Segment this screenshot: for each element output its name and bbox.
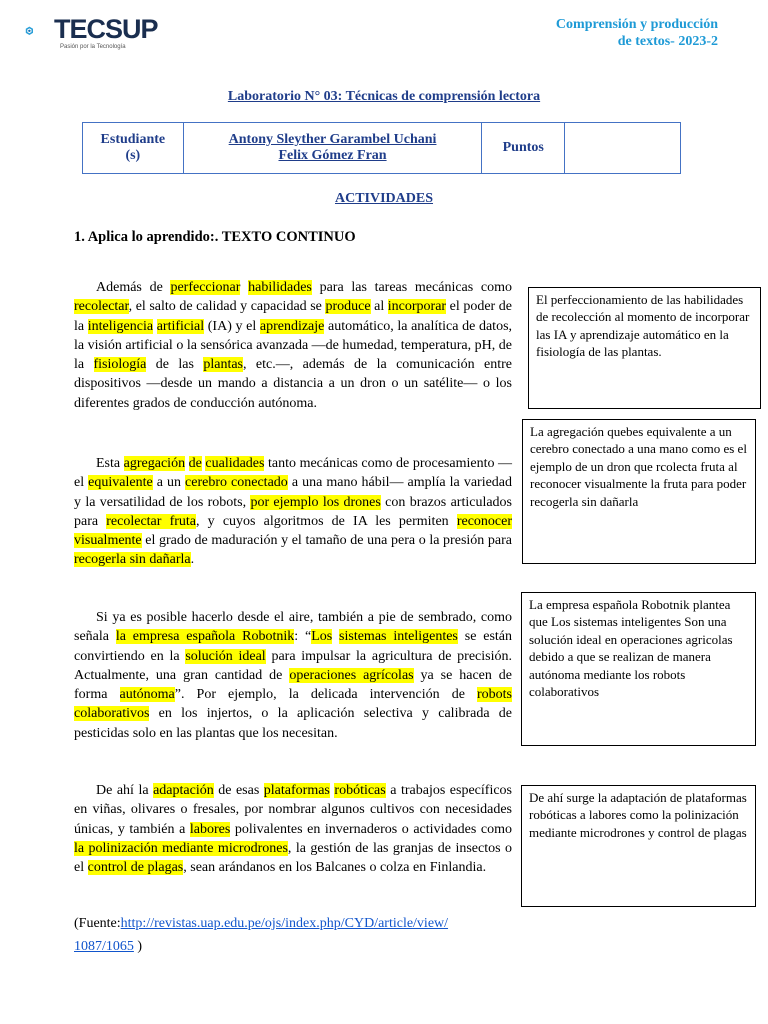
- source-citation: (Fuente:http://revistas.uap.edu.pe/ojs/index.php/CYD/article/view/ 1087/1065 ): [74, 916, 449, 954]
- highlighted-phrase: solución ideal: [185, 648, 266, 664]
- course-title: Comprensión y producción de textos- 2023-2: [555, 17, 718, 49]
- student-names-cell: [183, 123, 482, 174]
- highlighted-phrase: Los: [311, 629, 333, 645]
- highlighted-phrase: artificial: [156, 318, 205, 334]
- lab-title: Laboratorio N° 03: Técnicas de comprensión lectora: [227, 89, 541, 104]
- highlighted-phrase: recolectar fruta: [106, 513, 197, 529]
- text-run: se están convirtiendo en la: [74, 629, 513, 664]
- highlighted-phrase: la empresa española Robotnik: [115, 629, 295, 645]
- student-name-2: Felix Gómez Fran: [278, 148, 387, 163]
- text-run: , la gestión de las granjas de insectos o el: [74, 840, 513, 876]
- text-run: , y cuyos algoritmos de IA les permiten: [196, 513, 457, 529]
- highlighted-phrase: la polinización mediante microdrones: [74, 840, 288, 856]
- logo-wordmark: TECSUP: [54, 14, 158, 44]
- text-run: ”. Por ejemplo, la delicada intervención de: [174, 687, 477, 703]
- text-run: polivalentes en invernaderos o actividades como: [230, 821, 512, 837]
- text-run: , etc.—, además de la comunicación entre dispositivos —desde un mando a distancia a un dron o un satélite— o los diferentes grados de conducción autónoma.: [74, 357, 512, 411]
- highlighted-phrase: robóticas: [334, 783, 386, 798]
- highlighted-phrase: cerebro conectado: [185, 475, 288, 491]
- text-run: , sean arándanos en los Balcanes o colza en Finlandia.: [183, 860, 487, 876]
- highlighted-phrase: reconocer visualmente: [74, 513, 512, 549]
- summary-box-4: De ahí surge la adaptación de plataformas robóticas a labores como la polinización mediante microdrones y control de plagas: [521, 785, 756, 907]
- highlighted-phrase: de: [188, 456, 202, 471]
- highlighted-phrase: agregación: [123, 456, 186, 471]
- highlighted-phrase: recogerla sin dañarla: [74, 552, 191, 568]
- highlighted-phrase: habilidades: [248, 280, 312, 295]
- text-run: (IA) y el: [204, 318, 260, 334]
- text-run: para impulsar la agricultura de precisión. Actualmente, una gran cantidad de: [74, 648, 512, 683]
- text-run: automático, la analítica de datos, la visión artificial o la sensórica avanzada —de humedad, temperatura, pH, de la: [74, 318, 513, 373]
- highlighted-phrase: incorporar: [387, 299, 447, 315]
- highlighted-phrase: plataformas: [263, 783, 330, 798]
- text-run: Además de: [96, 280, 171, 295]
- text-run: al: [370, 299, 388, 315]
- summary-box-3: La empresa española Robotnik plantea que Los sistemas inteligentes Son una solución ideal en operaciones agricolas debido a que se realizan de manera autónoma mediante los robots colaborativos: [521, 592, 756, 746]
- text-run: el poder de la: [74, 299, 512, 334]
- text-run: .: [190, 552, 195, 568]
- highlighted-phrase: labores: [189, 821, 231, 837]
- text-run: a una mano hábil— amplía la variedad y la versatilidad de los robots,: [74, 475, 513, 510]
- text-run: con brazos articulados para: [74, 494, 512, 529]
- text-run: a trabajos específicos en viñas, olivares o fresales, por nombrar algunos cultivos con necesidades únicas, y también a: [74, 783, 512, 837]
- paragraph-4: [74, 781, 512, 877]
- highlighted-phrase: inteligencia: [87, 318, 154, 334]
- student-label-cell: Estudiante (s): [83, 123, 184, 174]
- highlighted-phrase: sistemas inteligentes: [339, 629, 458, 645]
- highlighted-phrase: operaciones agrícolas: [289, 667, 414, 683]
- logo-tagline: Pasión por la Tecnología: [60, 44, 126, 50]
- text-run: en los injertos, o la aplicación selectiva y calibrada de pesticidas solo en las plantas que los necesitan.: [74, 706, 512, 741]
- highlighted-phrase: equivalente: [88, 475, 153, 491]
- activities-title: ACTIVIDADES: [334, 191, 434, 206]
- text-run: de las: [146, 357, 204, 373]
- highlighted-phrase: recolectar: [74, 299, 129, 315]
- text-run: : “: [294, 629, 312, 645]
- highlighted-phrase: adaptación: [153, 783, 214, 798]
- paragraph-3: [74, 608, 512, 743]
- student-name-1: Antony Sleyther Garambel Uchani: [228, 132, 437, 147]
- student-info-table: [82, 122, 681, 174]
- highlighted-phrase: cualidades: [205, 456, 265, 471]
- text-run: [240, 280, 248, 295]
- text-run: tanto mecánicas como de procesamiento —el: [74, 456, 512, 491]
- summary-box-2: La agregación quebes equivalente a un cerebro conectado a una mano como es el ejemplo de un dron que rcolecta fruta al reconocer visualmente la fruta para poder recogerla sin dañarla: [522, 419, 756, 564]
- highlighted-phrase: por ejemplo los drones: [250, 494, 381, 510]
- text-run: De ahí la: [96, 783, 154, 798]
- text-run: a un: [152, 475, 186, 491]
- highlighted-phrase: aprendizaje: [259, 318, 325, 334]
- highlighted-phrase: plantas: [203, 357, 243, 373]
- points-value-cell: [565, 123, 681, 174]
- text-run: , el salto de calidad y capacidad se: [128, 299, 326, 315]
- section-title: 1. Aplica lo aprendido:. TEXTO CONTINUO: [74, 229, 356, 245]
- summary-box-1: El perfeccionamiento de las habilidades de recolección al momento de incorporar las IA y aprendizaje automático en la fisiología de las plantas.: [528, 287, 761, 409]
- highlighted-phrase: robots colaborativos: [74, 687, 512, 722]
- highlighted-phrase: autónoma: [119, 687, 175, 703]
- text-run: de esas: [213, 783, 264, 798]
- text-run: Si ya es posible hacerlo desde el aire, también a pie de sembrado, como señala: [74, 610, 512, 645]
- source-link[interactable]: http://revistas.uap.edu.pe/ojs/index.php/CYD/article/view/ 1087/1065: [74, 916, 449, 954]
- points-label-cell: Puntos: [482, 123, 565, 174]
- text-run: Esta: [96, 456, 124, 471]
- highlighted-phrase: perfeccionar: [170, 280, 241, 295]
- paragraph-1: [74, 278, 512, 413]
- paragraph-2: [74, 454, 512, 570]
- text-run: ya se hacen de forma: [74, 667, 513, 703]
- highlighted-phrase: control de plagas: [87, 860, 184, 876]
- highlighted-phrase: fisiología: [93, 357, 147, 373]
- highlighted-phrase: produce: [325, 299, 371, 315]
- text-run: el grado de maduración y el tamaño de una pera o la presión para: [141, 533, 512, 549]
- text-run: para las tareas mecánicas como: [311, 280, 512, 295]
